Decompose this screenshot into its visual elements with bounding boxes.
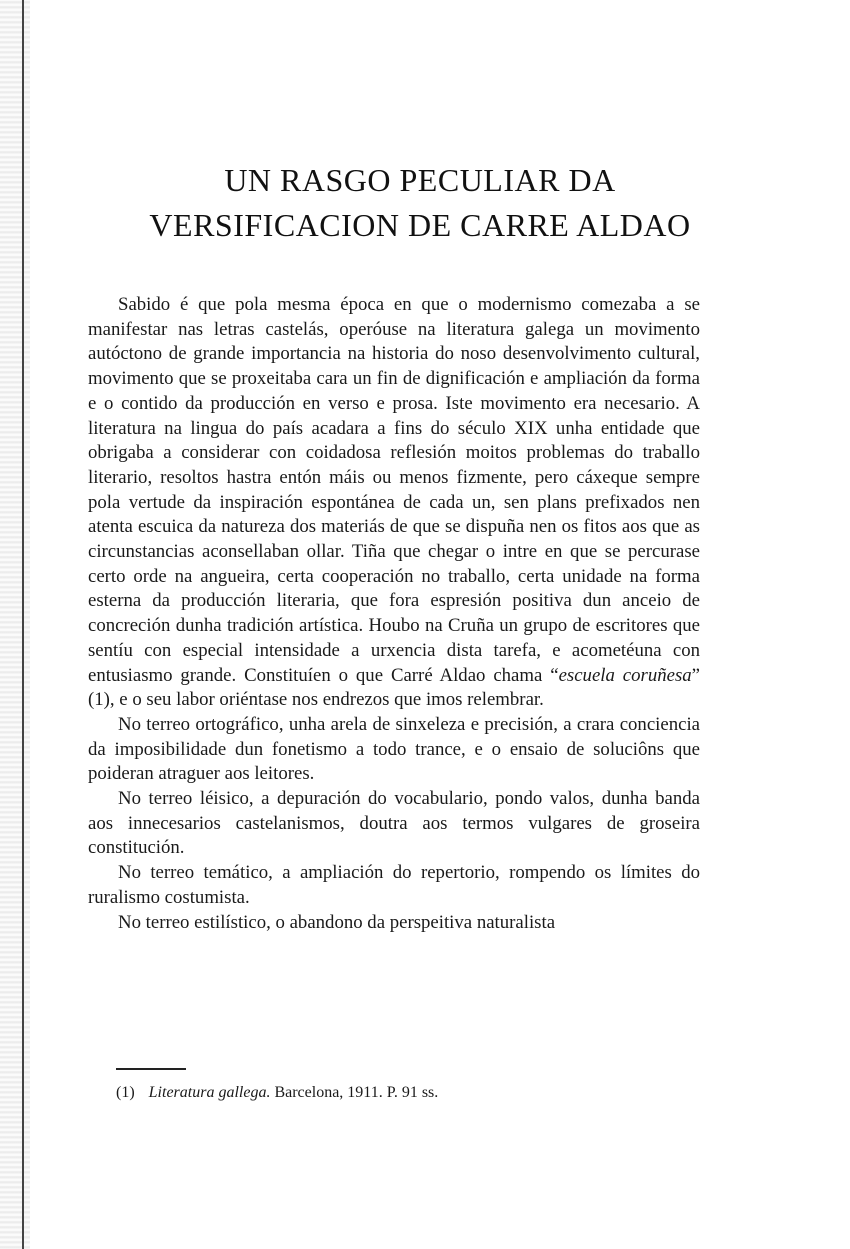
footnote [116, 1083, 438, 1103]
quoted-term: escuela coruñesa [558, 664, 692, 686]
paragraph-4: No terreo temático, a ampliación do repertorio, rompendo os límites do ruralismo costumista. [88, 862, 700, 908]
article-title [80, 158, 760, 248]
footnote-marker: (1) [116, 1084, 135, 1101]
footnote-divider [116, 1068, 186, 1070]
footnote-book-title: Literatura gallega. [148, 1084, 271, 1101]
paragraph-2: No terreo ortográfico, unha arela de sinxeleza e precisión, a crara conciencia da imposibilidade dun fonetismo a todo trance, e o ensaio de soluciôns que poideran atraguer aos leitores. [88, 713, 700, 785]
title-line-1: UN RASGO PECULIAR DA [224, 162, 616, 198]
footnote-citation: Barcelona, 1911. P. 91 ss. [274, 1084, 439, 1101]
paragraph-3: No terreo léisico, a depuración do vocabulario, pondo valos, dunha banda aos innecesarios castelanismos, doutra aos termos vulgares de groseira constitución. [88, 788, 700, 859]
title-line-2: VERSIFICACION DE CARRE ALDAO [149, 207, 691, 243]
paragraph-1 [88, 293, 700, 713]
binding-edge-line [22, 0, 24, 1249]
scanned-page-edge [0, 0, 30, 1249]
paragraph-1-text: Sabido é que pola mesma época en que o modernismo comezaba a se manifestar nas letras castelás, operóuse na literatura galega un movimento autóctono de grande importancia na historia do noso desenvolvimento cultural, movimento que se proxeitaba cara un fin de dignificación e ampliación da forma e o contido da producción en verso e prosa. Iste movimento era necesario. A literatura na lingua do país acadara a fins do século XIX unha entidade que obrigaba a considerar con coidadosa reflesión moitos problemas do traballo literario, resoltos hastra entón máis ou menos fizmente, pero cáxeque sempre pola vertude da inspiración espontánea de cada un, sen plans prefixados nen atenta escuica da natureza dos materiás de que se dispuña nen os fitos aos que as circunstancias aconsellaban ollar. Tiña que chegar o intre en que se percurase certo orde na angueira, certa cooperación no traballo, certa unidade na forma esterna da producción literaria, que fora espresión positiva dun anceio de concreción dunha tradición artística. Houbo na Cruña un grupo de escritores que sentíu con especial intensidade a urxencia dista tarefa, e acometéuna con entusiasmo grande. Constituíen o que Carré Aldao chama “ [88, 294, 700, 686]
article-body [88, 293, 700, 935]
paragraph-1-tail: ” (1), e o seu labor oriéntase nos endrezos que imos relembrar. [88, 664, 700, 711]
paragraph-5: No terreo estilístico, o abandono da perspeitiva naturalista [118, 911, 556, 933]
